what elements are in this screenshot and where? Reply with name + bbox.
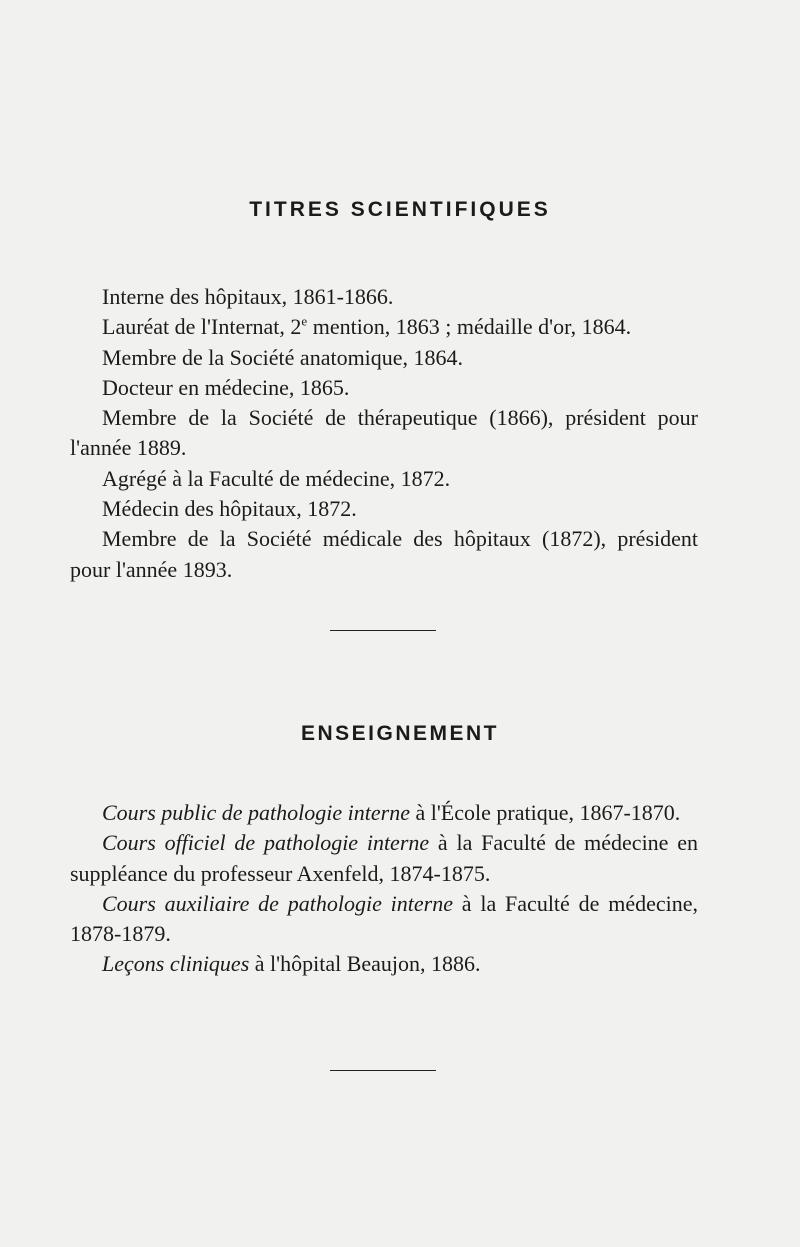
list-item — [70, 312, 698, 342]
course-title: Cours public de pathologie interne — [102, 800, 410, 825]
list-item — [70, 949, 698, 979]
list-item — [70, 889, 698, 950]
course-details: à l'hôpital Beaujon, 1886. — [249, 951, 481, 977]
list-item: Docteur en médecine, 1865. — [102, 374, 350, 400]
list-item — [70, 798, 698, 828]
course-title: Leçons cliniques — [102, 951, 250, 977]
section-heading-titres: TITRES SCIENTIFIQUES — [249, 198, 551, 221]
list-item-text: mention, 1863 ; médaille d'or, 1864. — [307, 314, 632, 340]
list-item: Membre de la Société médicale des hôpitaux (1872), président pour l'année 1893. — [70, 526, 698, 582]
course-details: à la Faculté de médecine en suppléance du professeur Axenfeld, 1874-1875. — [70, 830, 698, 886]
list-item: Interne des hôpitaux, 1861-1866. — [102, 284, 394, 309]
list-item: Membre de la Société anatomique, 1864. — [102, 344, 464, 370]
course-title: Cours auxiliaire de pathologie interne — [102, 890, 453, 916]
course-details: à la Faculté de médecine, 1878-1879. — [70, 890, 698, 947]
course-title: Cours officiel de pathologie interne — [102, 830, 430, 856]
list-item — [70, 828, 698, 889]
list-item: Médecin des hôpitaux, 1872. — [102, 496, 357, 522]
section-divider — [330, 630, 436, 631]
list-item: Membre de la Société de thérapeutique (1866), président pour l'année 1889. — [70, 405, 698, 461]
enseignement-list — [70, 798, 698, 980]
superscript: e — [301, 313, 308, 329]
titres-list — [70, 282, 698, 585]
course-details: à l'École pratique, 1867-1870. — [409, 800, 681, 825]
section-heading-enseignement: ENSEIGNEMENT — [300, 722, 500, 745]
list-item-text: Lauréat de l'Internat, 2 — [102, 314, 302, 340]
list-item: Agrégé à la Faculté de médecine, 1872. — [102, 465, 451, 491]
section-divider — [330, 1070, 436, 1071]
